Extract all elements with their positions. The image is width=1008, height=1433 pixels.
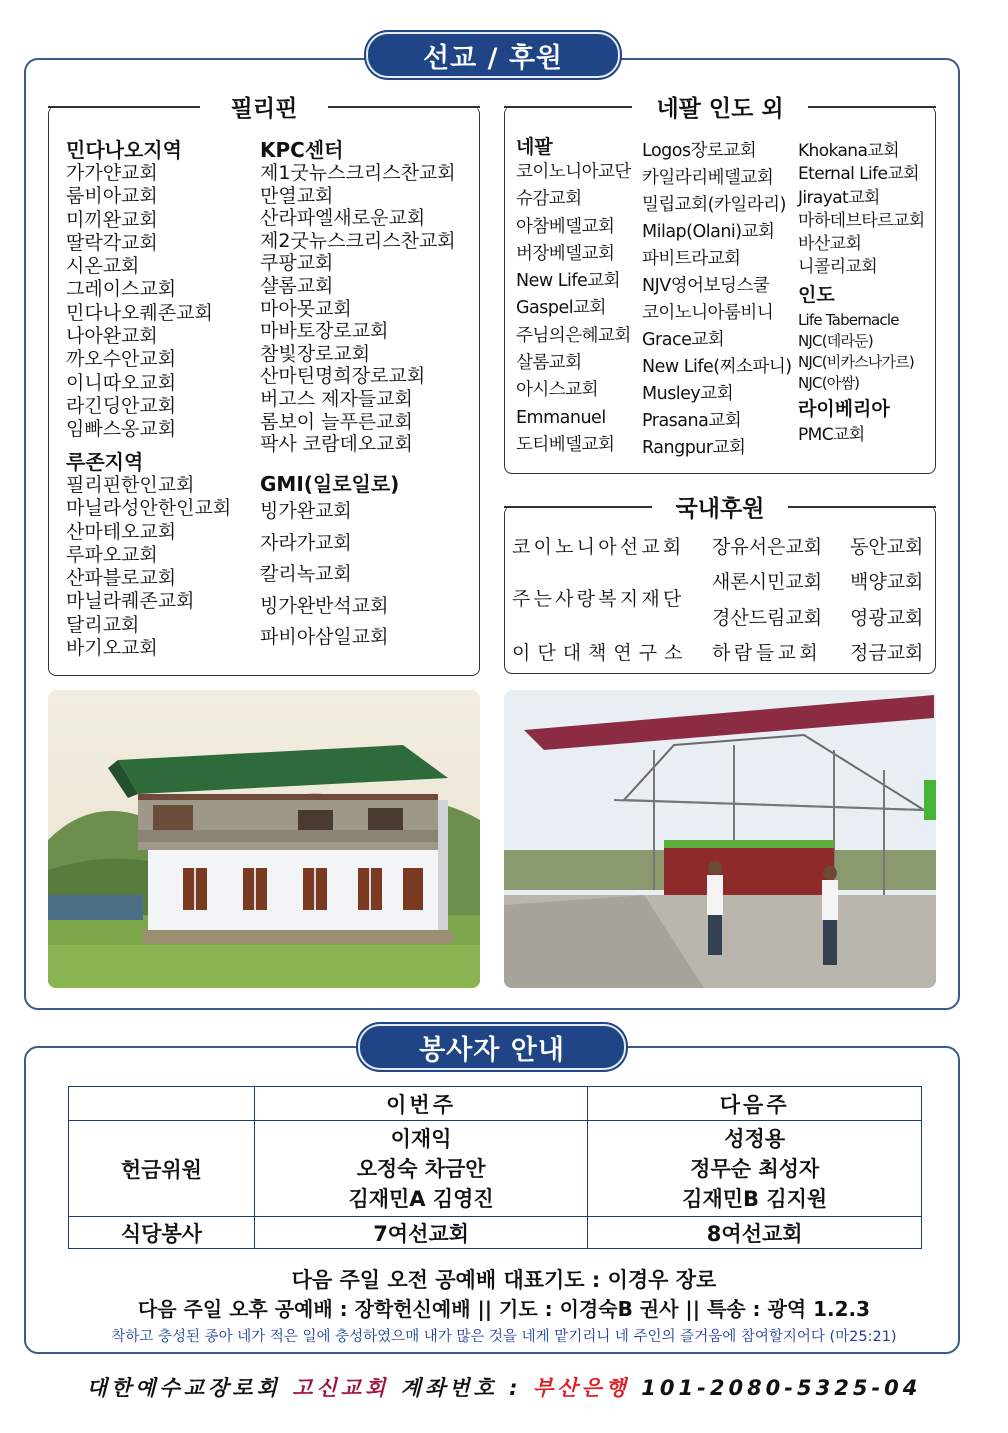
church-item: 산라파엘새로운교회 xyxy=(260,207,426,230)
church-item: 버장베델교회 xyxy=(516,243,615,264)
account-label: 계좌번호 : xyxy=(400,1376,522,1400)
church-item: 아시스교회 xyxy=(516,380,599,401)
church-item: 쿠팡교회 xyxy=(260,252,334,275)
footer xyxy=(0,1372,1008,1402)
domestic-title: 국내후원 xyxy=(662,490,779,523)
church-item: 마닐라성안한인교회 xyxy=(66,497,232,520)
kitchen-label: 식당봉사 xyxy=(69,1217,255,1249)
church-item: 이니따오교회 xyxy=(66,371,177,394)
church-item: Logos장로교회 xyxy=(642,141,757,161)
kitchen-this-week: 7여선교회 xyxy=(254,1217,588,1249)
church-item: NJC(아쌈) xyxy=(798,373,860,392)
volunteer-names: 정무순 최성자 xyxy=(690,1156,820,1181)
church-item: 룸비아교회 xyxy=(66,185,158,208)
account-number: 101-2080-5325-04 xyxy=(641,1376,922,1400)
church-item: Emmanuel xyxy=(516,407,606,428)
church-name: 고신교회 xyxy=(292,1376,390,1400)
church-item: 니콜리교회 xyxy=(798,257,878,278)
table-header-next-week: 다음주 xyxy=(588,1087,922,1121)
region-heading: KPC센터 xyxy=(260,138,344,162)
mindanao-list xyxy=(66,138,213,442)
region-heading: 루존지역 xyxy=(66,450,144,474)
church-item: 도티베델교회 xyxy=(516,434,615,455)
domestic-item: 코이노니아선교회 xyxy=(512,536,685,558)
church-item: 칼리녹교회 xyxy=(260,563,352,585)
church-item: 만열교회 xyxy=(260,184,334,207)
church-item: Grace교회 xyxy=(642,330,725,350)
notice-morning-prayer: 다음 주일 오전 공예배 대표기도 : 이경우 장로 xyxy=(291,1268,717,1292)
church-item: 필리핀한인교회 xyxy=(66,474,195,496)
church-item: 달리교회 xyxy=(66,613,140,636)
domestic-item: 새론시민교회 xyxy=(712,571,823,593)
church-item: 라긴딩안교회 xyxy=(66,394,177,417)
church-item: 파비아삼일교회 xyxy=(260,626,389,648)
volunteer-names: 김재민B 김지원 xyxy=(682,1186,828,1211)
bank-name: 부산은행 xyxy=(532,1376,630,1400)
domestic-item: 하람들교회 xyxy=(712,642,822,664)
church-item: NJV영어보딩스쿨 xyxy=(642,276,770,296)
church-item: 그레이스교회 xyxy=(66,278,177,301)
domestic-item: 백양교회 xyxy=(850,571,924,593)
nepal-list-2 xyxy=(642,138,792,462)
church-item: Khokana교회 xyxy=(798,141,899,161)
domestic-item: 정금교회 xyxy=(850,642,924,664)
church-item: Musley교회 xyxy=(642,384,734,404)
church-item: 바기오교회 xyxy=(66,637,158,660)
mission-title: 선교 / 후원 xyxy=(366,32,620,78)
table-header-this-week: 이번주 xyxy=(254,1087,588,1121)
table-header-blank xyxy=(69,1087,255,1121)
church-item: 미끼완교회 xyxy=(66,208,158,231)
region-heading: 인도 xyxy=(798,283,835,306)
church-item: 카일라리베델교회 xyxy=(642,168,774,188)
church-item: 코이노니아교단 xyxy=(516,162,631,182)
church-item: 루파오교회 xyxy=(66,543,158,566)
church-construction-photo xyxy=(504,690,936,988)
church-item: Rangpur교회 xyxy=(642,438,746,458)
church-item: 마닐라퀘존교회 xyxy=(66,590,195,613)
church-item: NJC(데라둔) xyxy=(798,331,873,350)
offering-next-week xyxy=(588,1121,922,1217)
church-item: 롬보이 늘푸른교회 xyxy=(260,410,413,433)
kitchen-next-week: 8여선교회 xyxy=(588,1217,922,1249)
church-item: 산파블로교회 xyxy=(66,567,177,590)
nepal-india-title: 네팔 인도 외 xyxy=(642,90,797,123)
church-item: 참빛장로교회 xyxy=(260,342,371,365)
church-item: 제1굿뉴스크리스찬교회 xyxy=(260,162,456,184)
church-item: 밀립교회(카일라리) xyxy=(642,195,786,215)
domestic-item: 이단대책연구소 xyxy=(512,642,690,664)
volunteer-names: 성정용 xyxy=(724,1126,786,1151)
church-item: 나아완교회 xyxy=(66,325,158,348)
church-item: 산마테오교회 xyxy=(66,520,177,543)
church-item: New Life교회 xyxy=(516,271,621,292)
domestic-item: 주는사랑복지재단 xyxy=(512,588,685,610)
bible-verse: 착하고 충성된 종아 네가 적은 일에 충성하였으매 내가 많은 것을 네게 맡기리니 네 주인의 즐거움에 참여할지어다 (마25:21) xyxy=(111,1329,897,1345)
church-item: 딸락각교회 xyxy=(66,231,158,254)
offering-label: 헌금위원 xyxy=(69,1121,255,1217)
church-item: 아참베델교회 xyxy=(516,216,615,237)
church-item: 마바토장로교회 xyxy=(260,320,389,343)
church-item: Life Tabernacle xyxy=(798,310,899,329)
nepal-list-3 xyxy=(798,140,925,447)
church-item: 빙가완교회 xyxy=(260,500,352,522)
church-item: 슈감교회 xyxy=(516,189,582,210)
region-heading: 네팔 xyxy=(516,136,553,158)
notice-afternoon-service: 다음 주일 오후 공예배 : 장학헌신예배 || 기도 : 이경숙B 권사 || 특송 : 광역 1.2.3 xyxy=(137,1297,871,1321)
luzon-list xyxy=(66,450,231,660)
church-item: 가가얀교회 xyxy=(66,162,158,184)
church-item: 살롬교회 xyxy=(516,353,582,374)
church-item: Prasana교회 xyxy=(642,411,742,431)
church-item: 제2굿뉴스크리스찬교회 xyxy=(260,229,456,252)
church-item: 파비트라교회 xyxy=(642,249,741,269)
nepal-list-1 xyxy=(516,135,631,459)
church-item: 빙가완반석교회 xyxy=(260,594,389,617)
denomination: 대한예수교장로회 xyxy=(86,1376,281,1400)
church-item: 마아못교회 xyxy=(260,297,352,320)
church-item: 샬롬교회 xyxy=(260,274,334,297)
church-item: 주님의은혜교회 xyxy=(516,325,631,346)
volunteer-names: 오정숙 차금안 xyxy=(356,1156,486,1181)
kpc-list xyxy=(260,138,456,456)
region-heading: 민다나오지역 xyxy=(66,138,182,162)
church-item: 민다나오퀘존교회 xyxy=(66,301,213,324)
church-item: PMC교회 xyxy=(798,424,865,445)
church-item: New Life(찌소파니) xyxy=(642,357,792,377)
church-item: Eternal Life교회 xyxy=(798,164,919,185)
church-item: Gaspel교회 xyxy=(516,298,606,319)
region-heading: GMI(일로일로) xyxy=(260,472,400,496)
church-item: 바산교회 xyxy=(798,234,862,255)
church-item: Jirayat교회 xyxy=(798,187,880,208)
church-item: 자라가교회 xyxy=(260,531,352,554)
church-item: 까오수안교회 xyxy=(66,348,177,371)
volunteer-names: 이재익 xyxy=(390,1126,452,1151)
church-item: 마하데브타르교회 xyxy=(798,210,925,231)
domestic-item: 장유서은교회 xyxy=(712,536,823,558)
church-item: 시온교회 xyxy=(66,255,140,278)
church-item: 코이노니아룸비니 xyxy=(642,303,774,323)
region-heading: 라이베리아 xyxy=(798,397,890,420)
church-item: Milap(Olani)교회 xyxy=(642,222,775,242)
volunteers-title: 봉사자 안내 xyxy=(358,1024,626,1070)
domestic-item: 동안교회 xyxy=(850,536,924,558)
philippines-title: 필리핀 xyxy=(217,90,312,123)
church-item: 팍사 코람데오교회 xyxy=(260,433,413,456)
church-item: 버고스 제자들교회 xyxy=(260,387,413,410)
church-item: 임빠스옹교회 xyxy=(66,418,177,441)
gmi-list xyxy=(260,472,399,654)
volunteer-table xyxy=(68,1086,922,1249)
church-building-photo xyxy=(48,690,480,988)
offering-this-week xyxy=(254,1121,588,1217)
domestic-item: 영광교회 xyxy=(850,607,924,629)
domestic-item: 경산드림교회 xyxy=(712,607,823,629)
church-item: NJC(비카스나가르) xyxy=(798,352,914,371)
church-item: 산마틴명희장로교회 xyxy=(260,365,426,388)
volunteer-names: 김재민A 김영진 xyxy=(348,1186,494,1211)
